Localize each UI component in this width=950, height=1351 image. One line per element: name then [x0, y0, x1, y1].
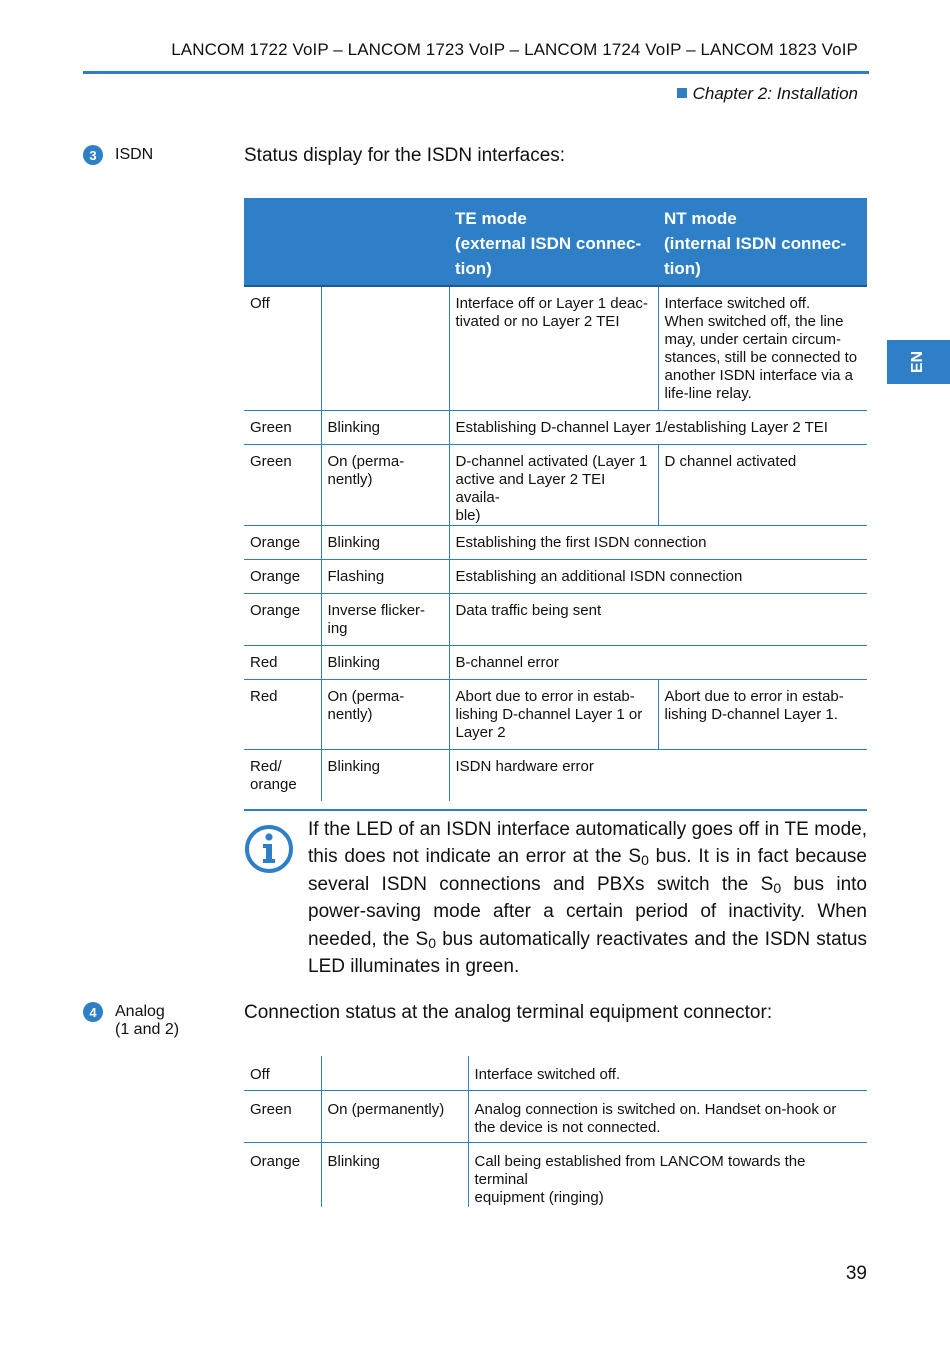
language-tab-label: EN — [909, 350, 927, 374]
led-state-cell-line: Blinking — [327, 653, 381, 671]
table-row — [244, 525, 867, 559]
led-color-cell — [244, 749, 321, 801]
led-color-cell — [244, 679, 321, 749]
subscript-text: 0 — [773, 879, 782, 896]
led-color-cell — [244, 444, 321, 525]
nt-meaning-cell-line: stances, still be connected to — [664, 349, 858, 366]
led-color-cell — [244, 286, 321, 410]
note-text-run: bus into power-saving mode after a certain period of inactivity. When needed, the S — [308, 873, 867, 950]
led-state-cell-line: On (permanently) — [327, 1100, 445, 1118]
led-state-cell — [321, 1090, 468, 1142]
led-state-cell-line: Blinking — [327, 533, 381, 551]
led-color-cell-line: Orange — [250, 567, 301, 585]
led-state-cell-line: Inverse flicker- — [327, 601, 426, 619]
table-row — [244, 645, 867, 679]
nt-meaning-cell-line: life-line relay. — [664, 385, 752, 402]
isdn-status-table — [244, 198, 867, 801]
led-color-cell-line: Off — [250, 295, 270, 312]
table-row — [244, 749, 867, 801]
led-color-cell-line: Red — [250, 687, 278, 705]
meaning-both-cell-line: Data traffic being sent — [455, 601, 602, 619]
meaning-both-cell — [449, 410, 867, 444]
table-row — [244, 1090, 867, 1142]
meaning-cell — [468, 1056, 867, 1090]
header-line: (internal ISDN connec- — [664, 234, 847, 253]
led-color-cell-line: Red — [250, 653, 278, 671]
nt-meaning-cell-line: D channel activated — [664, 452, 797, 470]
meaning-cell — [468, 1142, 867, 1207]
info-icon — [244, 824, 294, 879]
note-text-run: bus automatically reactivates and the ISDN status LED illuminates in green. — [308, 928, 868, 978]
led-color-cell-line: Green — [250, 452, 292, 470]
te-meaning-cell-line: Layer 2 — [455, 723, 506, 741]
led-state-cell-line: On (perma- — [327, 452, 405, 470]
led-state-cell-line: nently) — [327, 705, 373, 723]
running-header: LANCOM 1722 VoIP – LANCOM 1723 VoIP – LANCOM 1724 VoIP – LANCOM 1823 VoIP — [171, 40, 858, 59]
led-color-cell — [244, 410, 321, 444]
led-state-cell — [321, 1056, 468, 1090]
meaning-both-cell-line: Establishing D-channel Layer 1/establishing Layer 2 TEI — [455, 418, 828, 436]
meaning-cell-line: the device is not connected. — [474, 1118, 661, 1136]
nt-mode-header — [658, 198, 867, 286]
nt-meaning-cell — [658, 444, 867, 525]
meaning-both-cell — [449, 645, 867, 679]
table-row — [244, 286, 867, 410]
meaning-cell-line: Analog connection is switched on. Handset on-hook or — [474, 1100, 837, 1118]
te-meaning-cell-line: tivated or no Layer 2 TEI — [455, 313, 620, 330]
meaning-both-cell — [449, 525, 867, 559]
subscript-text: 0 — [641, 852, 649, 869]
analog-intro: Connection status at the analog terminal equipment connector: — [244, 1002, 773, 1023]
led-color-cell-line: Red/ — [250, 757, 282, 775]
meaning-both-cell-line: Establishing the first ISDN connection — [455, 533, 707, 551]
led-state-cell-line: Blinking — [327, 418, 381, 436]
note-text-run: bus. It is in fact because several ISDN connections and PBXs switch the S — [308, 846, 867, 895]
meaning-both-cell — [449, 749, 867, 801]
chapter-label — [677, 84, 858, 104]
table-row — [244, 593, 867, 645]
led-state-cell-line: Blinking — [327, 1152, 381, 1170]
meaning-cell-line: equipment (ringing) — [474, 1188, 604, 1206]
meaning-both-cell-line: Establishing an additional ISDN connection — [455, 567, 743, 585]
led-state-cell — [321, 525, 449, 559]
led-state-cell — [321, 410, 449, 444]
analog-status-table — [244, 1056, 867, 1207]
subscript-text: 0 — [428, 934, 436, 951]
te-meaning-cell-line: lishing D-channel Layer 1 or — [455, 705, 643, 723]
led-state-cell-line: ing — [327, 619, 348, 637]
te-meaning-cell-line: ble) — [455, 506, 481, 524]
nt-meaning-cell-line: Abort due to error in estab- — [664, 687, 844, 705]
info-note-text — [308, 816, 867, 980]
header-line: (external ISDN connec- — [455, 234, 642, 253]
led-state-cell — [321, 559, 449, 593]
table-row — [244, 1056, 867, 1090]
te-meaning-cell-line: D-channel activated (Layer 1 — [455, 452, 648, 470]
analog-side-label-line: (1 and 2) — [115, 1021, 180, 1038]
meaning-both-cell-line: B-channel error — [455, 653, 559, 671]
led-color-cell — [244, 525, 321, 559]
nt-meaning-cell-line: When switched off, the line — [664, 313, 844, 330]
header-line: TE mode — [455, 209, 527, 228]
square-bullet-icon — [677, 88, 687, 98]
led-color-cell-line: Orange — [250, 1152, 301, 1170]
table-row — [244, 410, 867, 444]
isdn-intro: Status display for the ISDN interfaces: — [244, 145, 566, 166]
led-state-cell — [321, 444, 449, 525]
header-line: tion) — [455, 259, 492, 278]
led-state-cell — [321, 593, 449, 645]
meaning-both-cell — [449, 593, 867, 645]
led-color-cell-line: Orange — [250, 601, 301, 619]
te-meaning-cell-line: Abort due to error in estab- — [455, 687, 635, 705]
meaning-both-cell — [449, 559, 867, 593]
header-line: tion) — [664, 259, 701, 278]
table-row — [244, 444, 867, 525]
led-color-cell — [244, 1142, 321, 1207]
header-line: NT mode — [664, 209, 737, 228]
led-color-cell-line: Off — [250, 1066, 270, 1083]
led-state-cell — [321, 645, 449, 679]
header-empty-cell — [321, 198, 449, 286]
led-color-cell — [244, 1090, 321, 1142]
meaning-both-cell-line: ISDN hardware error — [455, 757, 594, 775]
led-color-cell-line: Orange — [250, 533, 301, 551]
led-color-cell-line: orange — [250, 775, 297, 793]
led-color-cell — [244, 593, 321, 645]
led-state-cell — [321, 1142, 468, 1207]
nt-meaning-cell-line: lishing D-channel Layer 1. — [664, 705, 838, 723]
meaning-cell-line: Call being established from LANCOM towards the terminal — [474, 1152, 806, 1188]
led-state-cell — [321, 749, 449, 801]
note-text-run: If the LED of an ISDN interface automatically goes off in TE mode, this does not indicate an error at the S — [308, 819, 867, 868]
analog-side-label-line: Analog — [115, 1003, 165, 1020]
te-meaning-cell — [449, 444, 658, 525]
led-color-cell — [244, 1056, 321, 1090]
meaning-cell-line: Interface switched off. — [474, 1066, 621, 1083]
nt-meaning-cell — [658, 679, 867, 749]
led-color-cell-line: Green — [250, 1100, 292, 1118]
led-state-cell-line: On (perma- — [327, 687, 405, 705]
isdn-number-badge: 3 — [83, 145, 103, 165]
te-meaning-cell-line: active and Layer 2 TEI availa- — [455, 470, 606, 506]
te-meaning-cell — [449, 679, 658, 749]
led-state-cell-line: nently) — [327, 470, 373, 488]
te-mode-header — [449, 198, 658, 286]
language-tab — [887, 340, 950, 384]
table-row — [244, 1142, 867, 1207]
nt-meaning-cell-line: another ISDN interface via a — [664, 367, 853, 384]
nt-meaning-cell-line: may, under certain circum- — [664, 331, 841, 348]
isdn-side-label: ISDN — [115, 146, 154, 163]
led-color-cell — [244, 645, 321, 679]
analog-number-badge: 4 — [83, 1002, 103, 1022]
header-rule — [83, 71, 869, 74]
te-meaning-cell-line: Interface off or Layer 1 deac- — [455, 295, 648, 312]
chapter-text: Chapter 2: Installation — [692, 84, 858, 103]
header-empty-cell — [244, 198, 321, 286]
nt-meaning-cell-line: Interface switched off. — [664, 295, 811, 312]
page-number: 39 — [845, 1263, 867, 1284]
analog-side-label — [115, 1003, 179, 1039]
meaning-cell — [468, 1090, 867, 1142]
nt-meaning-cell — [658, 286, 867, 410]
te-meaning-cell — [449, 286, 658, 410]
led-state-cell — [321, 286, 449, 410]
isdn-table-header-row — [244, 198, 867, 286]
led-state-cell-line: Blinking — [327, 757, 381, 775]
table-row — [244, 679, 867, 749]
table-row — [244, 559, 867, 593]
led-state-cell — [321, 679, 449, 749]
led-color-cell-line: Green — [250, 418, 292, 436]
info-rule — [244, 809, 867, 811]
led-state-cell-line: Flashing — [327, 567, 385, 585]
led-color-cell — [244, 559, 321, 593]
